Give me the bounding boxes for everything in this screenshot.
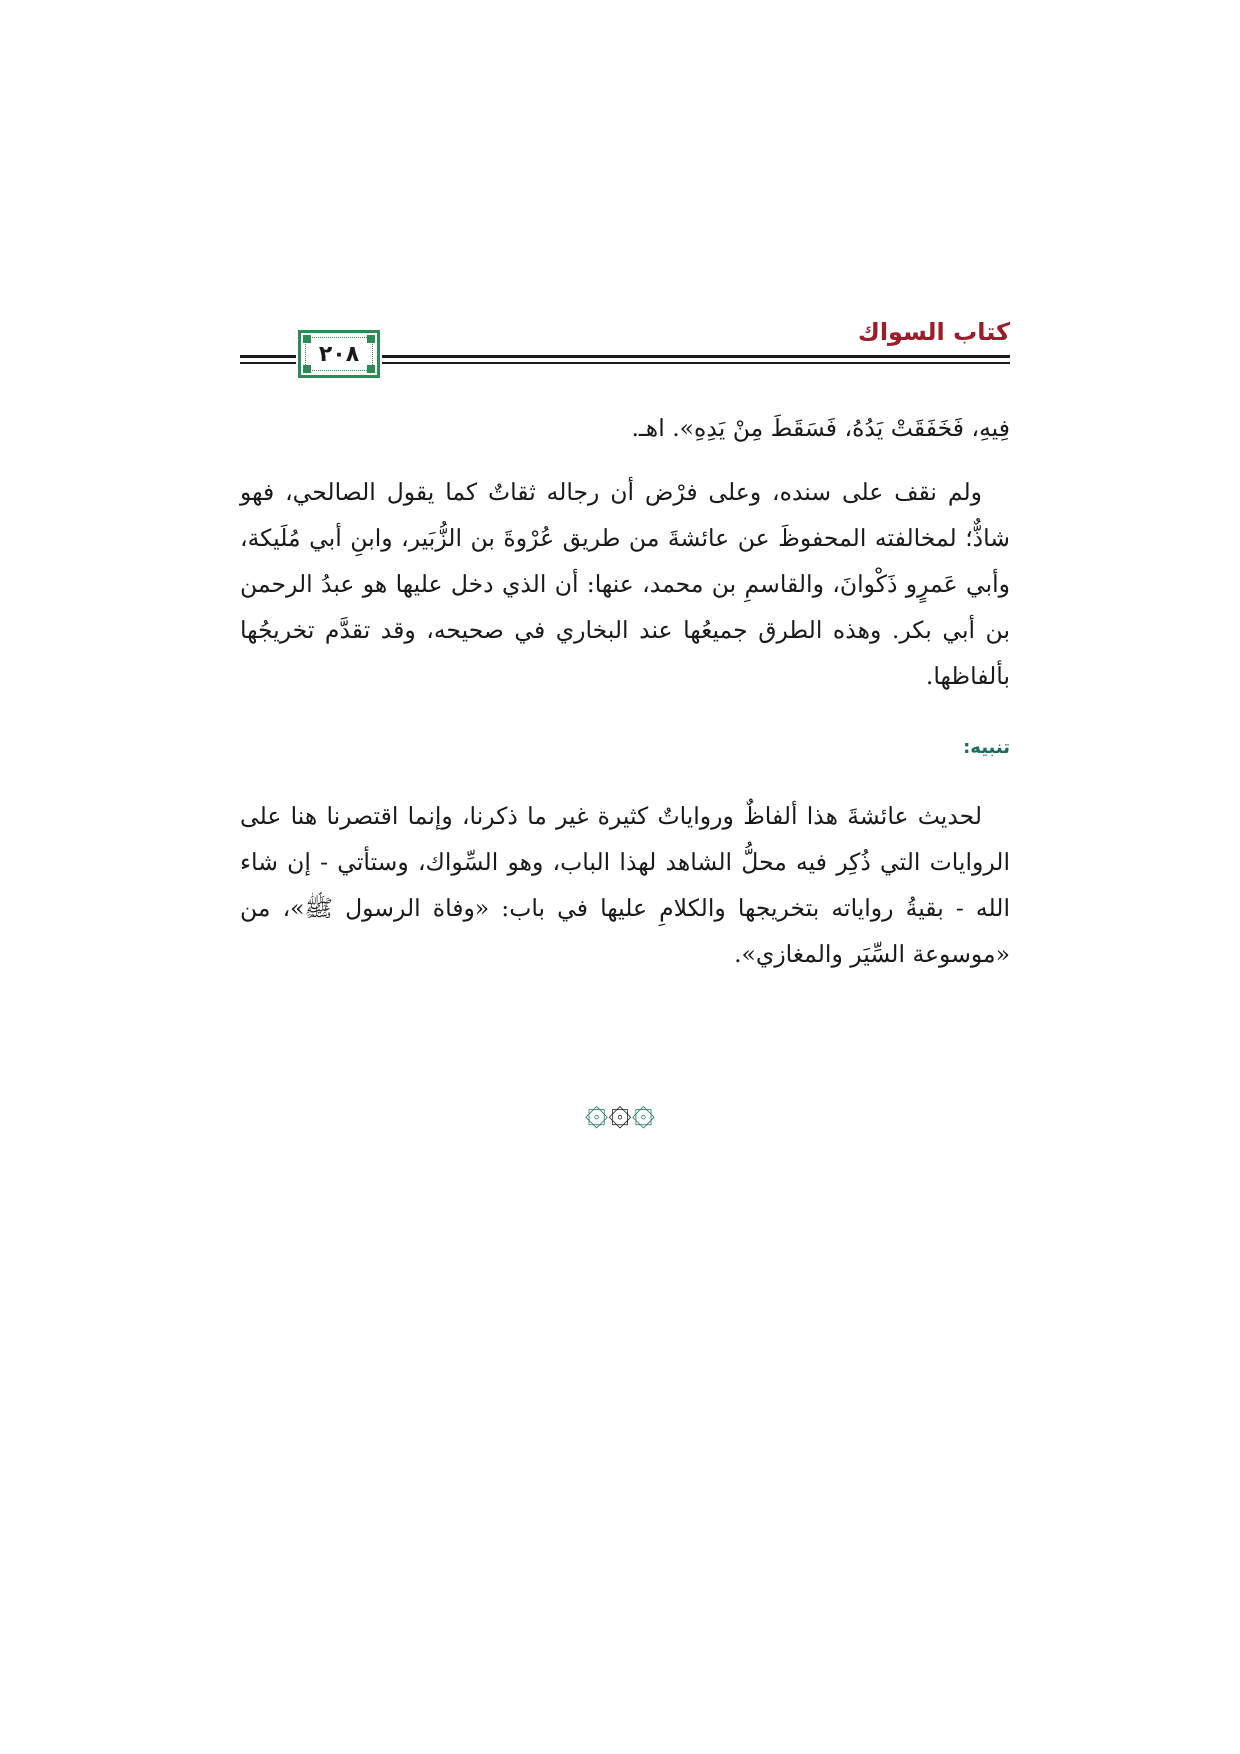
section-divider-ornaments xyxy=(0,1088,1240,1134)
main-text xyxy=(240,405,1010,977)
section-heading: تنبيه: xyxy=(963,737,1010,758)
page-header xyxy=(240,318,1010,388)
continued-quote-line: فِيهِ، فَخَفَقَتْ يَدُهُ، فَسَقَطَ مِنْ يَدِهِ». اهـ. xyxy=(631,414,1010,442)
page-number: ٢٠٨ xyxy=(315,342,363,367)
frame-corner-ornament xyxy=(303,335,311,343)
star-ornament-icon: ۞ xyxy=(631,1088,656,1134)
book-title: كتاب السواك xyxy=(857,318,1010,346)
frame-corner-ornament xyxy=(303,365,311,373)
frame-corner-ornament xyxy=(367,365,375,373)
star-ornament-icon: ۞ xyxy=(584,1088,609,1134)
star-ornament-icon: ۞ xyxy=(608,1088,632,1134)
page-number-frame xyxy=(298,330,380,378)
paragraph-note: لحديث عائشةَ هذا ألفاظٌ ورواياتٌ كثيرة غير ما ذكرنا، وإنما اقتصرنا هنا على الروايات التي ذُكِر فيه محلُّ الشاهد لهذا الباب، وهو السِّواك، وستأتي - إن شاء الله - بقيةُ رواياته بتخريجها والكلامِ عليها في باب: «وفاة الرسول ﷺ»، من «موسوعة السِّيَر والمغازي». xyxy=(240,802,1010,968)
frame-corner-ornament xyxy=(367,335,375,343)
paragraph-commentary: ولم نقف على سنده، وعلى فرْض أن رجاله ثقاتٌ كما يقول الصالحي، فهو شاذٌّ؛ لمخالفته المحفوظَ عن عائشةَ من طريق عُرْوةَ بن الزُّبَير، وابنِ أبي مُلَيكة، وأبي عَمرٍو ذَكْوانَ، والقاسمِ بن محمد، عنها: أن الذي دخل عليها هو عبدُ الرحمن بن أبي بكر. وهذه الطرق جميعُها عند البخاري في صحيحه، وقد تقدَّم تخريجُها بألفاظها. xyxy=(240,478,1010,690)
